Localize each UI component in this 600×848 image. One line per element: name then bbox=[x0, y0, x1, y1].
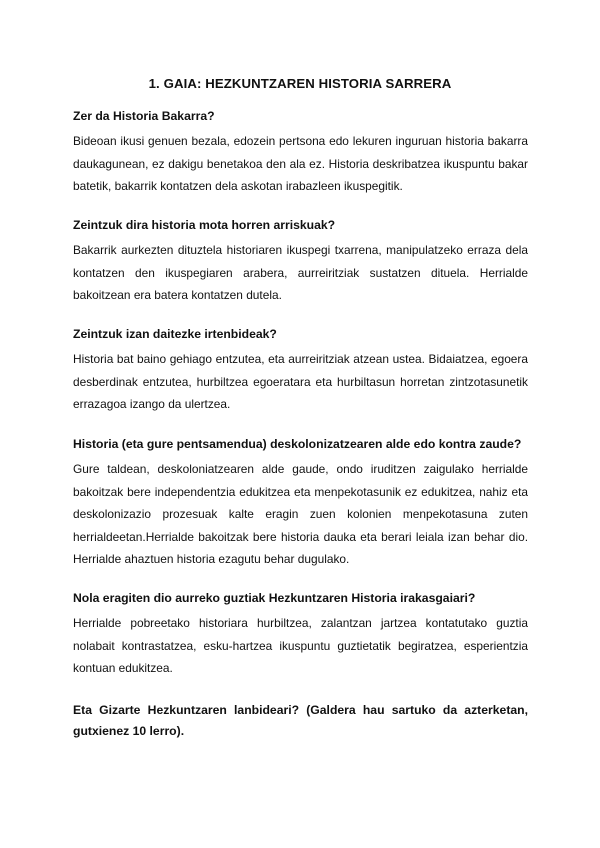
section-answer: Herrialde pobreetako historiara hurbiltzea, zalantzan jartzea kontatutako guztia nolabait kontrastatzea, esku-hartzea ikuspuntu guztietatik begiratzea, esperientzia kontuan edukitzea. bbox=[73, 616, 528, 676]
section-historia-bakarra bbox=[73, 108, 528, 198]
section-question: Eta Gizarte Hezkuntzaren lanbideari? (Galdera hau sartuko da azterketan, gutxienez 10 lerro). bbox=[73, 703, 528, 738]
section-question: Zeintzuk dira historia mota horren arriskuak? bbox=[73, 218, 336, 232]
section-question: Zeintzuk izan daitezke irtenbideak? bbox=[73, 327, 277, 341]
section-irakasgaia bbox=[73, 590, 528, 680]
section-answer: Gure taldean, deskoloniatzearen alde gaude, ondo iruditzen zaigulako herrialde bakoitzak bere independentzia edukitzea eta menpekotasunik ez edukitzea, nahiz eta deskolonizazio prozesuak kalte eragin zuen kolonien menpekotasuna zuten herrialdeetan.Herrialde bakoitzak bere historia dauka eta berari leiala izan behar dio. Herrialde ahaztuen historia ezagutu behar dugulako. bbox=[73, 462, 528, 567]
section-lanbidea bbox=[73, 700, 528, 742]
section-answer: Bakarrik aurkezten dituztela historiaren ikuspegi txarrena, manipulatzeko erraza dela kontatzen den ikuspegiaren arabera, aurreiritziak sustatzen dituela. Herrialde bakoitzean era batera kontatzen dutela. bbox=[73, 243, 528, 303]
section-arriskuak bbox=[73, 217, 528, 307]
section-question: Zer da Historia Bakarra? bbox=[73, 109, 215, 123]
section-irtenbideak bbox=[73, 326, 528, 416]
section-question: Nola eragiten dio aurreko guztiak Hezkuntzaren Historia irakasgaiari? bbox=[73, 591, 476, 605]
section-answer: Historia bat baino gehiago entzutea, eta aurreiritziak atzean ustea. Bidaiatzea, egoera desberdinak entzutea, hurbiltzea egoeratara eta hurbiltasun horretan zintzotasunetik errazagoa izango da ulertzea. bbox=[73, 352, 528, 412]
page-title: 1. GAIA: HEZKUNTZAREN HISTORIA SARRERA bbox=[148, 76, 452, 91]
section-answer: Bideoan ikusi genuen bezala, edozein pertsona edo lekuren inguruan historia bakarra daukagunean, ez dakigu benetakoa den ala ez. Historia deskribatzea ikuspuntu bakar batetik, bakarrik kontatzen dela askotan irabazleen ikuspegitik. bbox=[73, 134, 528, 194]
section-question: Historia (eta gure pentsamendua) deskolonizatzearen alde edo kontra zaude? bbox=[73, 437, 522, 451]
section-deskolonizazioa bbox=[73, 436, 528, 571]
